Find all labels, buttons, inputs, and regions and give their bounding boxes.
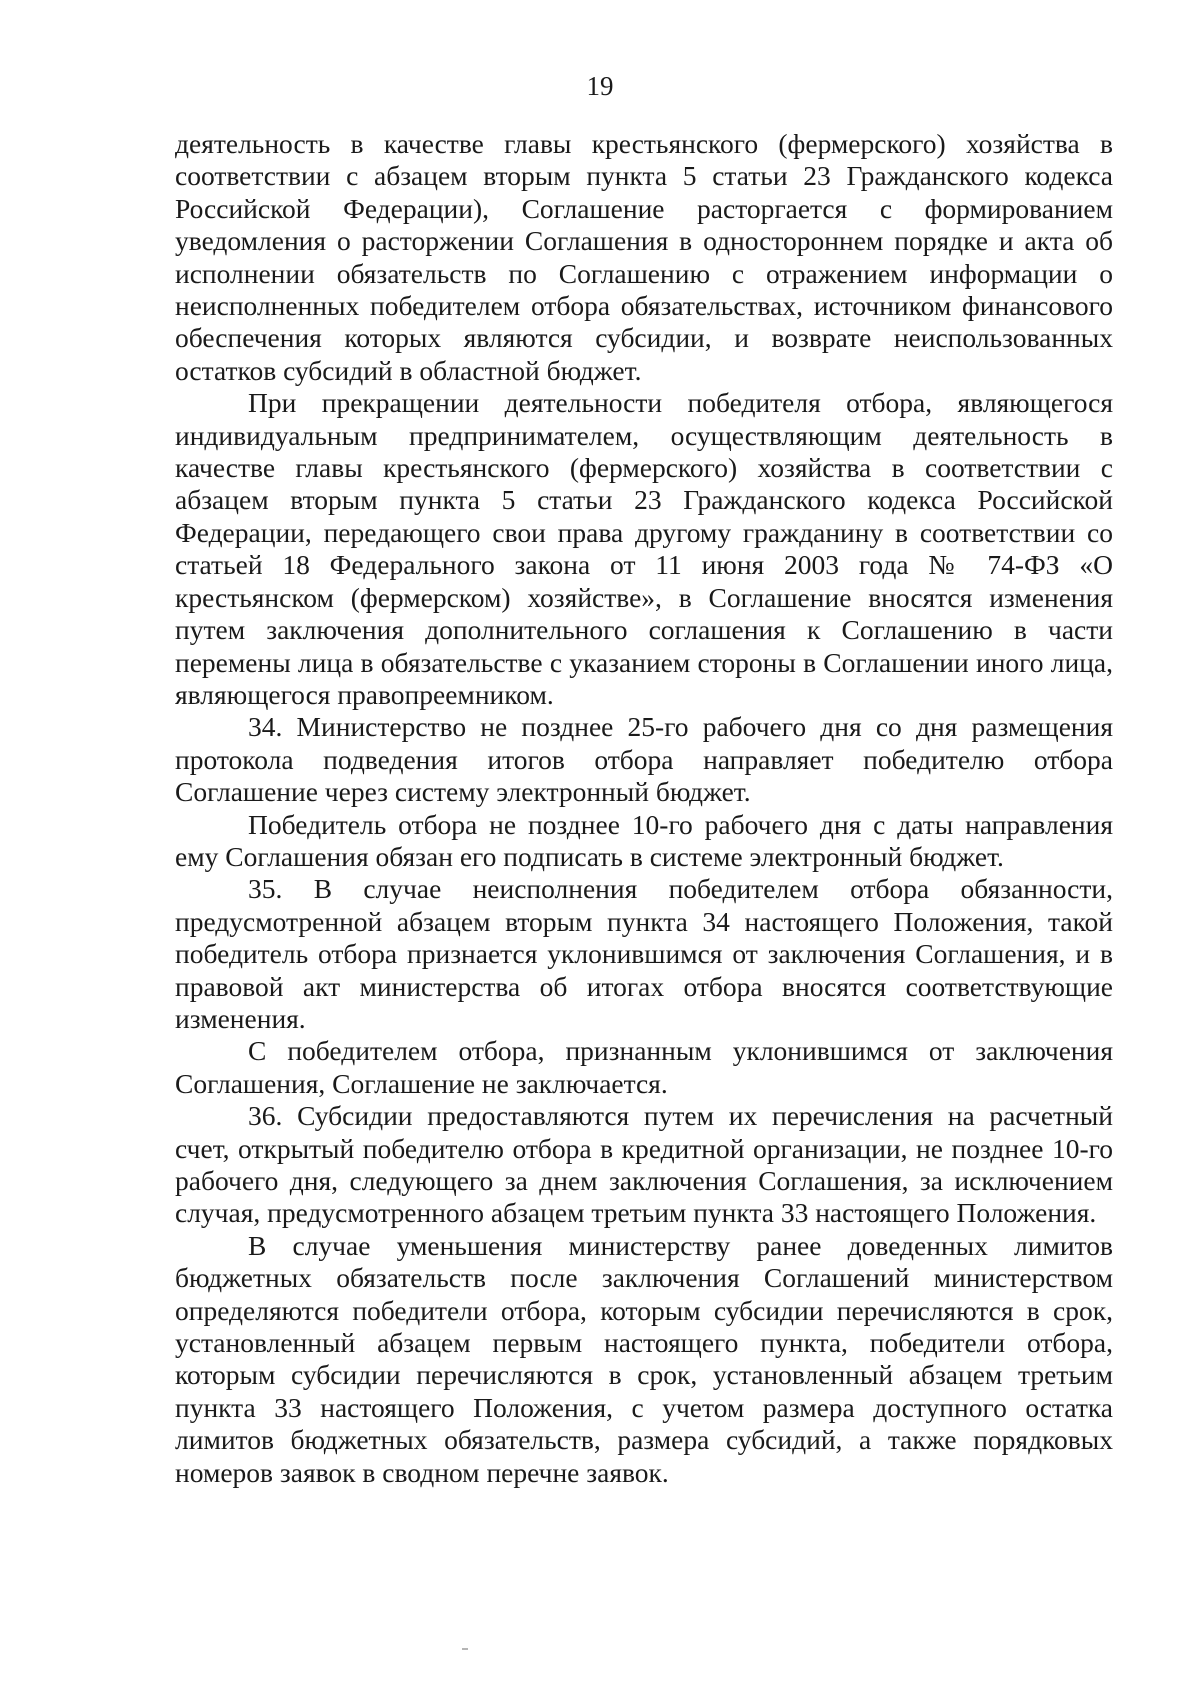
paragraph-item-36: 36. Субсидии предоставляются путем их перечисления на расчетный счет, открытый победителю отбора в кредитной организации, не позднее 10-го рабочего дня, следующего за днем заключения Соглашения, за исключением случая, предусмотренного абзацем третьим пункта 33 настоящего Положения.: [175, 1100, 1113, 1229]
paragraph-item-34: 34. Министерство не позднее 25-го рабочего дня со дня размещения протокола подведения итогов отбора направляет победителю отбора Соглашение через систему электронный бюджет.: [175, 711, 1113, 808]
page-number: 19: [586, 71, 614, 101]
paragraph-item-35: 35. В случае неисполнения победителем отбора обязанности, предусмотренной абзацем вторым пункта 34 настоящего Положения, такой победитель отбора признается уклонившимся от заключения Соглашения, и в правовой акт министерства об итогах отбора вносятся соответствующие изменения.: [175, 873, 1113, 1034]
paragraph-continuation: деятельность в качестве главы крестьянского (фермерского) хозяйства в соответствии с абзацем вторым пункта 5 статьи 23 Гражданского кодекса Российской Федерации), Соглашение расторгается с формированием уведомления о расторжении Соглашения в одностороннем порядке и акта об исполнении обязательств по Соглашению с отражением информации о неисполненных победителем отбора обязательствах, источником финансового обеспечения которых являются субсидии, и возврате неиспользованных остатков субсидий в областной бюджет.: [175, 128, 1113, 386]
paragraph-item-35-no-agreement: С победителем отбора, признанным уклонившимся от заключения Соглашения, Соглашение не заключается.: [175, 1035, 1113, 1099]
scan-artifact: [462, 1648, 468, 1650]
paragraph-item-34-signing: Победитель отбора не позднее 10-го рабочего дня с даты направления ему Соглашения обязан его подписать в системе электронный бюджет.: [175, 808, 1113, 872]
paragraph-item-36-limits: В случае уменьшения министерству ранее доведенных лимитов бюджетных обязательств после заключения Соглашений министерством определяются победители отбора, которым субсидии перечисляются в срок, установленный абзацем первым настоящего пункта, победители отбора, которым субсидии перечисляются в срок, установленный абзацем третьим пункта 33 настоящего Положения, с учетом размера доступного остатка лимитов бюджетных обязательств, размера субсидий, а также порядковых номеров заявок в сводном перечне заявок.: [175, 1229, 1113, 1488]
paragraph-termination-rights-transfer: При прекращении деятельности победителя отбора, являющегося индивидуальным предпринимателем, осуществляющим деятельность в качестве главы крестьянского (фермерского) хозяйства в соответствии с абзацем вторым пункта 5 статьи 23 Гражданского кодекса Российской Федерации, передающего свои права другому гражданину в соответствии со статьей 18 Федерального закона от 11 июня 2003 года № 74-ФЗ «О крестьянском (фермерском) хозяйстве», в Соглашение вносятся изменения путем заключения дополнительного соглашения к Соглашению в части перемены лица в обязательстве с указанием стороны в Соглашении иного лица, являющегося правопреемником.: [175, 387, 1113, 710]
document-body: [175, 128, 1113, 1489]
